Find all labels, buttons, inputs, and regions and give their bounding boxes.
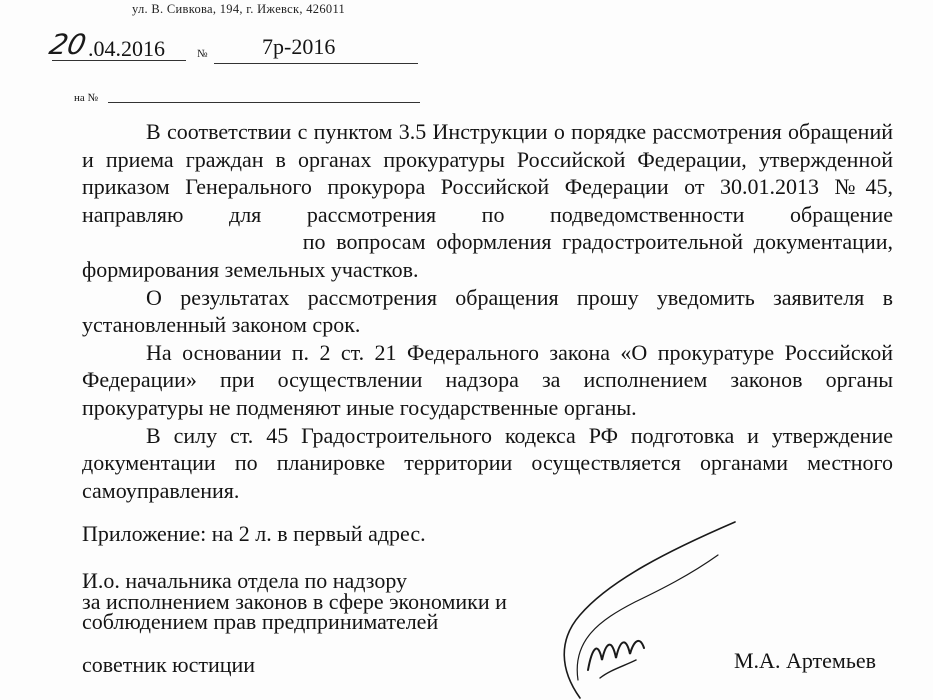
reply-to-label: на № <box>74 92 99 104</box>
handwritten-day: 20 <box>46 28 90 61</box>
position-line-2: за исполнением законов в сфере экономики и <box>82 588 507 614</box>
handwritten-signature <box>540 520 760 700</box>
signatory-name: М.А. Артемьев <box>734 648 877 673</box>
paragraph-1-part-1: В соответствии с пунктом 3.5 Инструкции о порядке рассмотрения обращений и приема граждан в органах прокуратуры Российской Федерации, утвержденной приказом Генерального прокурора Российской Федерации от 30.01.2013 №45, направляю для рассмотрения по подведомственности обращение <box>82 119 893 227</box>
attachment-note: Приложение: на 2 л. в первый адрес. <box>82 521 426 546</box>
paragraph-2: О результатах рассмотрения обращения прошу уведомить заявителя в установленный законом срок. <box>82 284 893 338</box>
signatory-rank: советник юстиции <box>82 652 256 677</box>
paragraph-1 <box>82 118 893 284</box>
signatory-position <box>82 568 507 634</box>
paragraph-3: На основании п. 2 ст. 21 Федерального закона «О прокуратуре Российской Федерации» при осуществлении надзора за исполнением законов органы прокуратуры не подменяют иные государственные органы. <box>82 339 893 420</box>
letter-body <box>82 118 893 504</box>
paragraph-1-part-2: по вопросам оформления градостроительной документации, формирования земельных участков. <box>82 229 893 282</box>
letterhead-address: ул. В. Сивкова, 194, г. Ижевск, 426011 <box>132 2 346 16</box>
reply-to-underline <box>108 80 420 103</box>
date-month-year: .04.2016 <box>88 36 165 61</box>
document-number: 7р-2016 <box>262 34 336 59</box>
number-label: № <box>197 48 208 60</box>
position-line-1: И.о. начальника отдела по надзору <box>82 568 408 593</box>
position-line-3: соблюдением прав предпринимателей <box>82 609 439 634</box>
paragraph-4: В силу ст. 45 Градостроительного кодекса РФ подготовка и утверждение документации по планировке территории осуществляется органами местного самоуправления. <box>82 422 893 503</box>
